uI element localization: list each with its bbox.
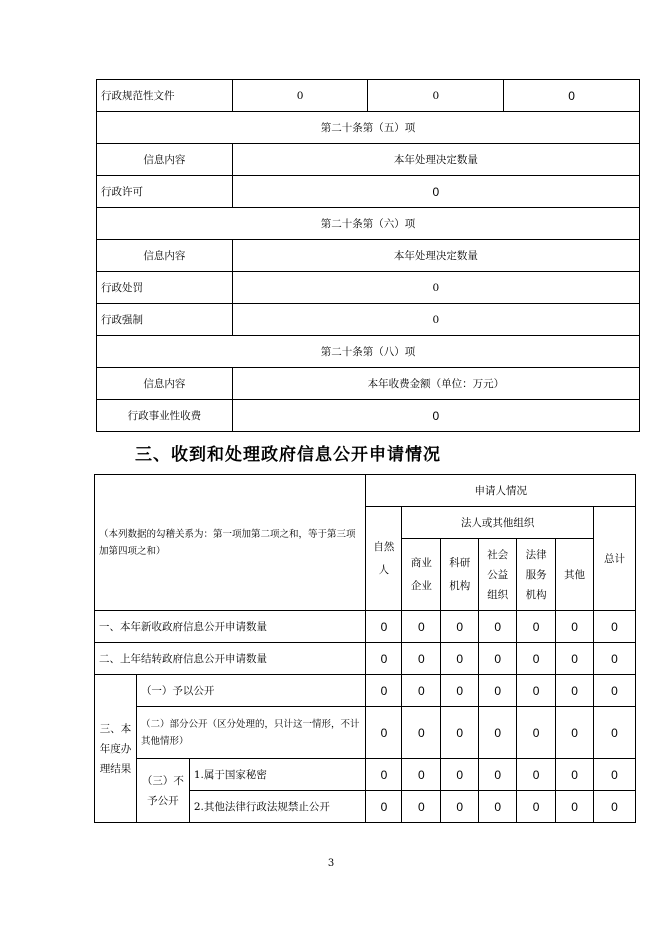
section-title: 第二十条第（八）项 bbox=[97, 336, 640, 368]
header-line: 商业 bbox=[410, 556, 432, 569]
header-line: 科研 bbox=[449, 556, 471, 569]
row-label: 行政强制 bbox=[97, 304, 233, 336]
cell-value: 0 bbox=[479, 759, 517, 791]
cell-value: 0 bbox=[441, 675, 479, 707]
result-group-label bbox=[95, 675, 137, 823]
col-header: 本年处理决定数量 bbox=[232, 144, 639, 176]
group-line: 三、本 bbox=[99, 722, 132, 735]
header-line: 机构 bbox=[525, 588, 547, 601]
group-line: 予公开 bbox=[147, 794, 179, 807]
cell-value: 0 bbox=[594, 643, 636, 675]
header-line: 机构 bbox=[449, 579, 471, 592]
cell-value: 0 bbox=[517, 759, 556, 791]
cell-value: 0 bbox=[517, 675, 556, 707]
legal-group-header: 法人或其他组织 bbox=[402, 507, 594, 539]
cell-value: 0 bbox=[402, 759, 441, 791]
col-header: 信息内容 bbox=[97, 368, 233, 400]
page-number: 3 bbox=[327, 858, 335, 869]
row-label: 行政事业性收费 bbox=[97, 400, 233, 432]
cell-value: 0 bbox=[517, 791, 556, 823]
note-cell: （本列数据的勾稽关系为：第一项加第二项之和，等于第三项加第四项之和） bbox=[95, 475, 366, 611]
header-line: 法律 bbox=[525, 548, 547, 561]
table-row bbox=[95, 759, 636, 791]
business-header bbox=[402, 539, 441, 611]
cell-value: 0 bbox=[556, 675, 594, 707]
cell-value: 0 bbox=[366, 611, 402, 643]
cell-value: 0 bbox=[556, 707, 594, 759]
cell-value: 0 bbox=[366, 643, 402, 675]
cell-value: 0 bbox=[441, 611, 479, 643]
cell-value: 0 bbox=[556, 759, 594, 791]
legal-service-header bbox=[517, 539, 556, 611]
cell-value: 0 bbox=[517, 611, 556, 643]
cell-value: 0 bbox=[368, 80, 504, 112]
cell-value: 0 bbox=[232, 176, 639, 208]
cell-value: 0 bbox=[556, 643, 594, 675]
cell-value: 0 bbox=[402, 791, 441, 823]
section-title: 第二十条第（五）项 bbox=[97, 112, 640, 144]
table-row bbox=[95, 707, 636, 759]
cell-value: 0 bbox=[366, 791, 402, 823]
cell-value: 0 bbox=[594, 791, 636, 823]
row-label: 1.属于国家秘密 bbox=[189, 759, 366, 791]
row-label: 行政规范性文件 bbox=[97, 80, 233, 112]
application-table bbox=[94, 474, 636, 823]
natural-person-header bbox=[366, 507, 402, 611]
col-header: 信息内容 bbox=[97, 240, 233, 272]
header-line: 社会 bbox=[487, 548, 509, 561]
cell-value: 0 bbox=[441, 707, 479, 759]
cell-value: 0 bbox=[594, 611, 636, 643]
row-label: （一）予以公开 bbox=[136, 675, 366, 707]
row-label: 二、上年结转政府信息公开申请数量 bbox=[95, 643, 366, 675]
header-line: 公益 bbox=[487, 568, 509, 581]
cell-value: 0 bbox=[232, 304, 639, 336]
cell-value: 0 bbox=[441, 643, 479, 675]
cell-value: 0 bbox=[517, 643, 556, 675]
cell-value: 0 bbox=[366, 759, 402, 791]
cell-value: 0 bbox=[402, 611, 441, 643]
cell-value: 0 bbox=[517, 707, 556, 759]
cell-value: 0 bbox=[402, 675, 441, 707]
cell-value: 0 bbox=[441, 791, 479, 823]
total-header: 总计 bbox=[594, 507, 636, 611]
cell-value: 0 bbox=[594, 675, 636, 707]
section-heading: 三、收到和处理政府信息公开申请情况 bbox=[135, 445, 441, 465]
cell-value: 0 bbox=[479, 611, 517, 643]
header-text: 自然人 bbox=[373, 540, 395, 576]
cell-value: 0 bbox=[366, 707, 402, 759]
table-row bbox=[95, 611, 636, 643]
cell-value: 0 bbox=[232, 80, 368, 112]
cell-value: 0 bbox=[594, 759, 636, 791]
cell-value: 0 bbox=[479, 675, 517, 707]
group-line: 年度办 bbox=[99, 742, 132, 755]
col-header: 本年处理决定数量 bbox=[232, 240, 639, 272]
cell-value: 0 bbox=[232, 272, 639, 304]
col-header: 本年收费金额（单位：万元） bbox=[232, 368, 639, 400]
cell-value: 0 bbox=[402, 707, 441, 759]
active-disclosure-table bbox=[96, 79, 640, 432]
section-title: 第二十条第（六）项 bbox=[97, 208, 640, 240]
welfare-header bbox=[479, 539, 517, 611]
cell-value: 0 bbox=[479, 643, 517, 675]
header-line: 服务 bbox=[525, 568, 547, 581]
cell-value: 0 bbox=[479, 791, 517, 823]
col-header: 信息内容 bbox=[97, 144, 233, 176]
applicant-header: 申请人情况 bbox=[366, 475, 636, 507]
row-label: 一、本年新收政府信息公开申请数量 bbox=[95, 611, 366, 643]
group-line: 理结果 bbox=[99, 762, 132, 775]
row-label: 2.其他法律行政法规禁止公开 bbox=[189, 791, 366, 823]
cell-value: 0 bbox=[556, 611, 594, 643]
header-line: 企业 bbox=[410, 579, 432, 592]
cell-value: 0 bbox=[594, 707, 636, 759]
row-label: 行政处罚 bbox=[97, 272, 233, 304]
cell-value: 0 bbox=[504, 80, 640, 112]
header-line: 组织 bbox=[487, 588, 509, 601]
table-row bbox=[95, 643, 636, 675]
group-line: （三）不 bbox=[141, 774, 184, 787]
row-label: 行政许可 bbox=[97, 176, 233, 208]
cell-value: 0 bbox=[402, 643, 441, 675]
other-header: 其他 bbox=[556, 539, 594, 611]
research-header bbox=[441, 539, 479, 611]
withhold-group-label bbox=[136, 759, 189, 823]
cell-value: 0 bbox=[479, 707, 517, 759]
cell-value: 0 bbox=[441, 759, 479, 791]
cell-value: 0 bbox=[556, 791, 594, 823]
row-label: （二）部分公开（区分处理的，只计这一情形，不计其他情形） bbox=[136, 707, 366, 759]
table-row bbox=[95, 675, 636, 707]
cell-value: 0 bbox=[366, 675, 402, 707]
cell-value: 0 bbox=[232, 400, 639, 432]
